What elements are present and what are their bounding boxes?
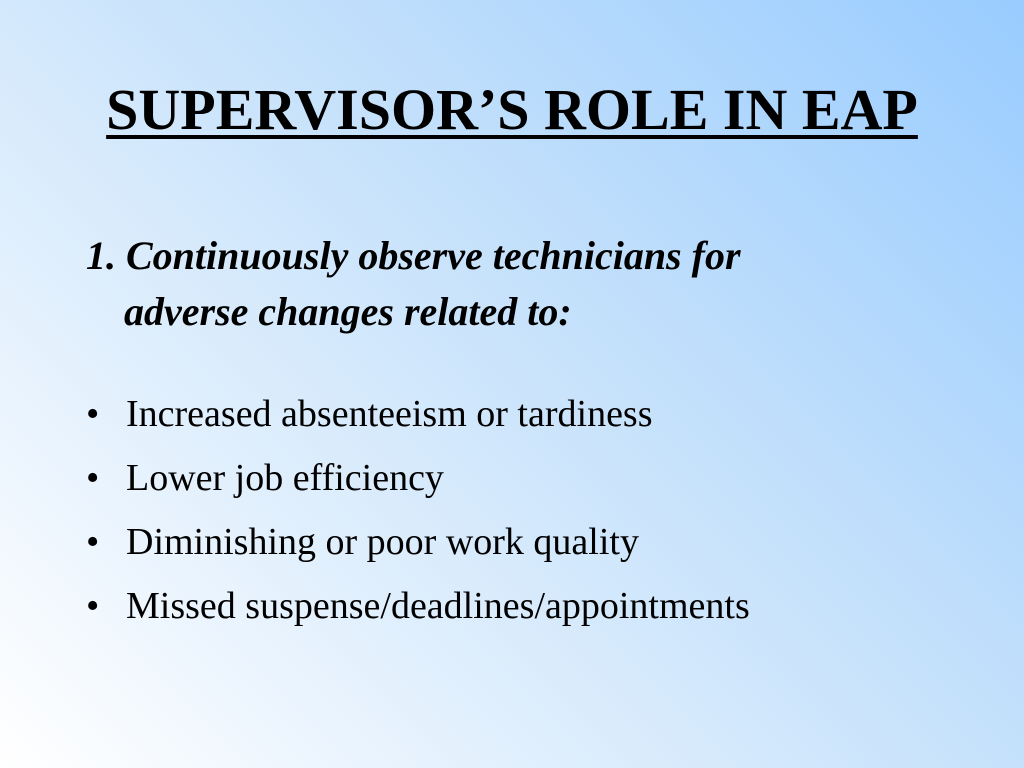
bullet-icon: •: [86, 585, 100, 627]
slide-subheading: [86, 228, 886, 340]
bullet-icon: •: [86, 457, 100, 499]
subheading-line-2: adverse changes related to:: [124, 289, 572, 334]
list-item-text: Missed suspense/deadlines/appointments: [126, 585, 750, 627]
list-item-text: Diminishing or poor work quality: [126, 521, 639, 563]
list-item-text: Lower job efficiency: [126, 457, 444, 499]
bullet-icon: •: [86, 521, 100, 563]
list-item: [86, 510, 966, 574]
list-item: [86, 446, 966, 510]
list-item: [86, 574, 966, 638]
list-item-text: Increased absenteeism or tardiness: [126, 393, 653, 435]
slide-title: SUPERVISOR’S ROLE IN EAP: [106, 77, 918, 142]
subheading-line-1: 1. Continuously observe technicians for: [86, 233, 741, 278]
bullet-icon: •: [86, 393, 100, 435]
list-item: [86, 382, 966, 446]
bullet-list: [86, 382, 966, 638]
